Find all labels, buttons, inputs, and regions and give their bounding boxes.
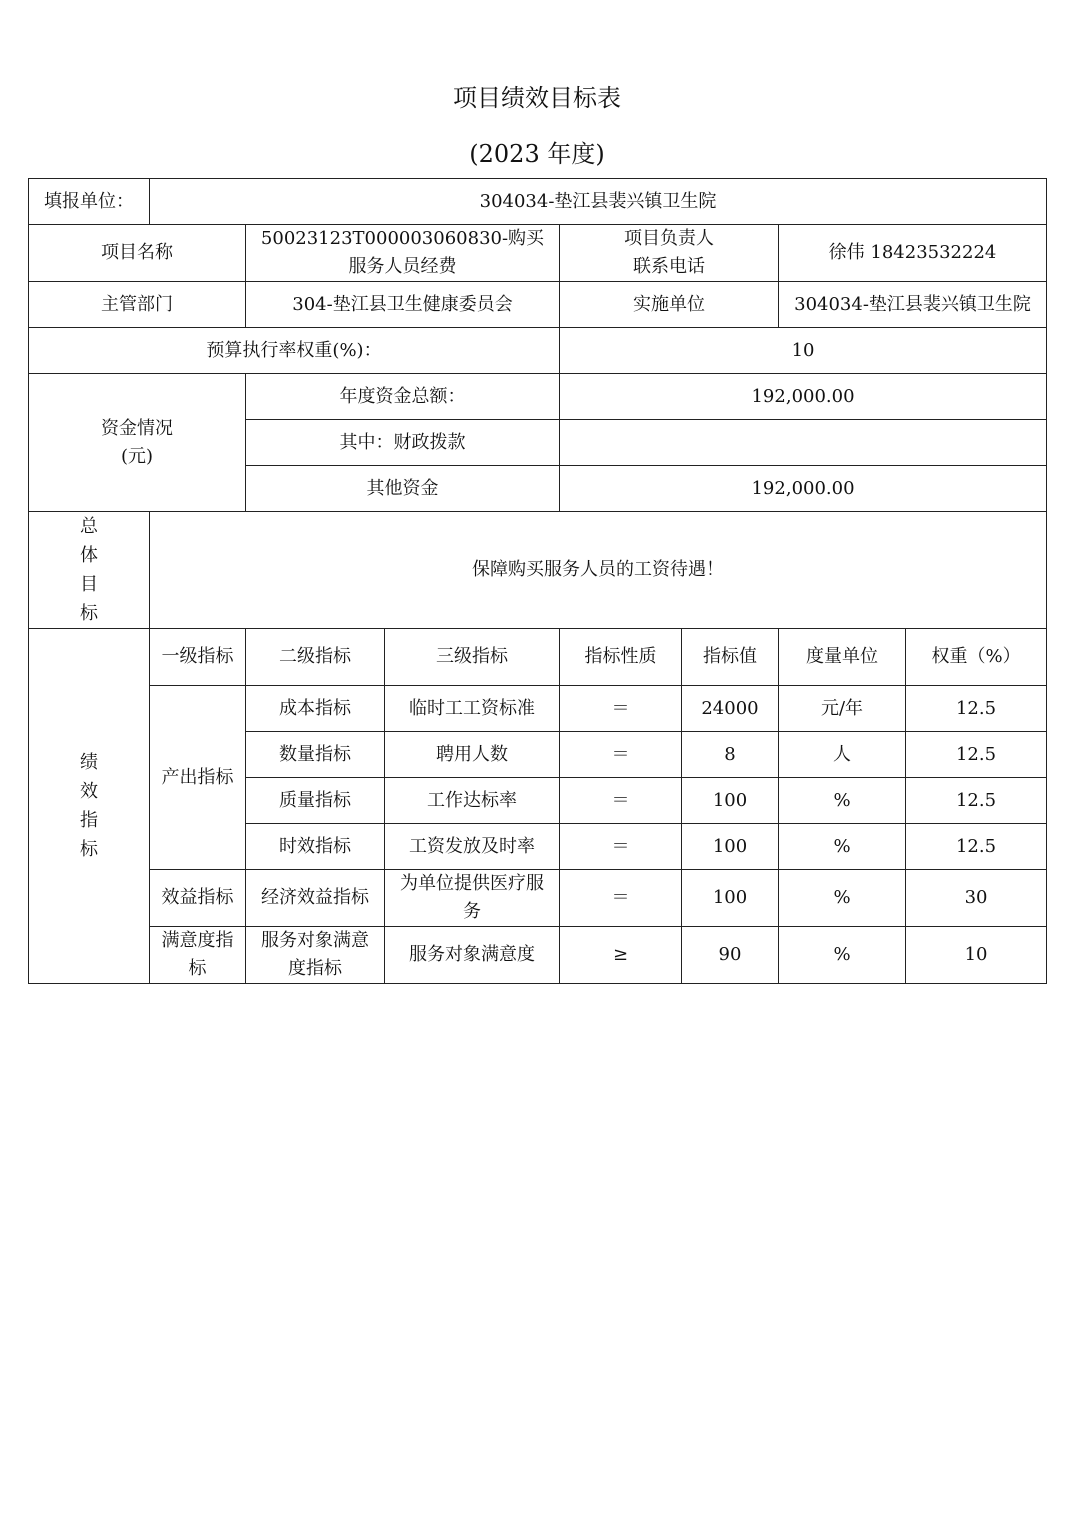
funds-other-value: 192,000.00 [560,466,1047,512]
dept-label: 主管部门 [29,282,246,328]
cell-weight: 12.5 [906,686,1047,732]
header-unit: 度量单位 [779,629,906,686]
cell-level2: 经济效益指标 [246,870,385,927]
funds-label: 资金情况 (元) [29,374,246,512]
header-level2: 二级指标 [246,629,385,686]
page-subtitle-year: (2023 年度) [469,140,605,168]
cell-weight: 12.5 [906,824,1047,870]
cell-nature: ＝ [560,686,682,732]
cell-weight: 10 [906,927,1047,984]
indicators-section-cell [29,629,150,984]
cell-level3: 工作达标率 [385,778,560,824]
budget-weight-value: 10 [560,328,1047,374]
funds-fiscal-label: 其中：财政拨款 [246,420,560,466]
cell-unit: 元/年 [779,686,906,732]
cell-level3: 临时工工资标准 [385,686,560,732]
header-level1: 一级指标 [150,629,246,686]
cell-unit: 人 [779,732,906,778]
unit-label: 填报单位： [29,179,150,225]
dept-value: 304-垫江县卫生健康委员会 [246,282,560,328]
table-row [29,870,1047,927]
funds-total-value: 192,000.00 [560,374,1047,420]
group-satisfaction: 满意度指标 [150,927,246,984]
funds-total-label: 年度资金总额： [246,374,560,420]
cell-nature: ＝ [560,870,682,927]
cell-level2: 时效指标 [246,824,385,870]
cell-unit: % [779,824,906,870]
performance-goal-table [28,178,1047,984]
impl-unit-value: 304034-垫江县裴兴镇卫生院 [779,282,1047,328]
cell-weight: 12.5 [906,732,1047,778]
page-title: 项目绩效目标表 [453,84,621,112]
cell-value: 100 [682,778,779,824]
header-weight: 权重（%） [906,629,1047,686]
goal-label-cell [29,512,150,629]
cell-level2: 成本指标 [246,686,385,732]
budget-weight-label: 预算执行率权重(%)： [29,328,560,374]
cell-unit: % [779,927,906,984]
cell-level3: 为单位提供医疗服务 [385,870,560,927]
header-nature: 指标性质 [560,629,682,686]
cell-weight: 30 [906,870,1047,927]
cell-weight: 12.5 [906,778,1047,824]
group-benefit: 效益指标 [150,870,246,927]
cell-level3: 工资发放及时率 [385,824,560,870]
goal-label: 总体目标 [80,516,98,624]
contact-value: 徐伟 18423532224 [779,225,1047,282]
cell-value: 90 [682,927,779,984]
cell-unit: % [779,870,906,927]
impl-unit-label: 实施单位 [560,282,779,328]
cell-nature: ＝ [560,732,682,778]
cell-level2: 质量指标 [246,778,385,824]
project-name-label: 项目名称 [29,225,246,282]
group-output: 产出指标 [150,686,246,870]
cell-level3: 聘用人数 [385,732,560,778]
cell-nature: ≥ [560,927,682,984]
goal-text: 保障购买服务人员的工资待遇！ [150,512,1047,629]
cell-nature: ＝ [560,824,682,870]
cell-value: 100 [682,870,779,927]
cell-level2: 数量指标 [246,732,385,778]
header-level3: 三级指标 [385,629,560,686]
table-row [29,927,1047,984]
funds-other-label: 其他资金 [246,466,560,512]
cell-value: 24000 [682,686,779,732]
project-name-value: 50023123T000003060830-购买服务人员经费 [246,225,560,282]
contact-label: 项目负责人 联系电话 [560,225,779,282]
unit-value: 304034-垫江县裴兴镇卫生院 [150,179,1047,225]
cell-value: 100 [682,824,779,870]
cell-level3: 服务对象满意度 [385,927,560,984]
header-value: 指标值 [682,629,779,686]
cell-nature: ＝ [560,778,682,824]
cell-level2: 服务对象满意度指标 [246,927,385,984]
indicators-section-label: 绩效指标 [80,752,98,860]
funds-fiscal-value [560,420,1047,466]
cell-unit: % [779,778,906,824]
table-row [29,686,1047,732]
cell-value: 8 [682,732,779,778]
